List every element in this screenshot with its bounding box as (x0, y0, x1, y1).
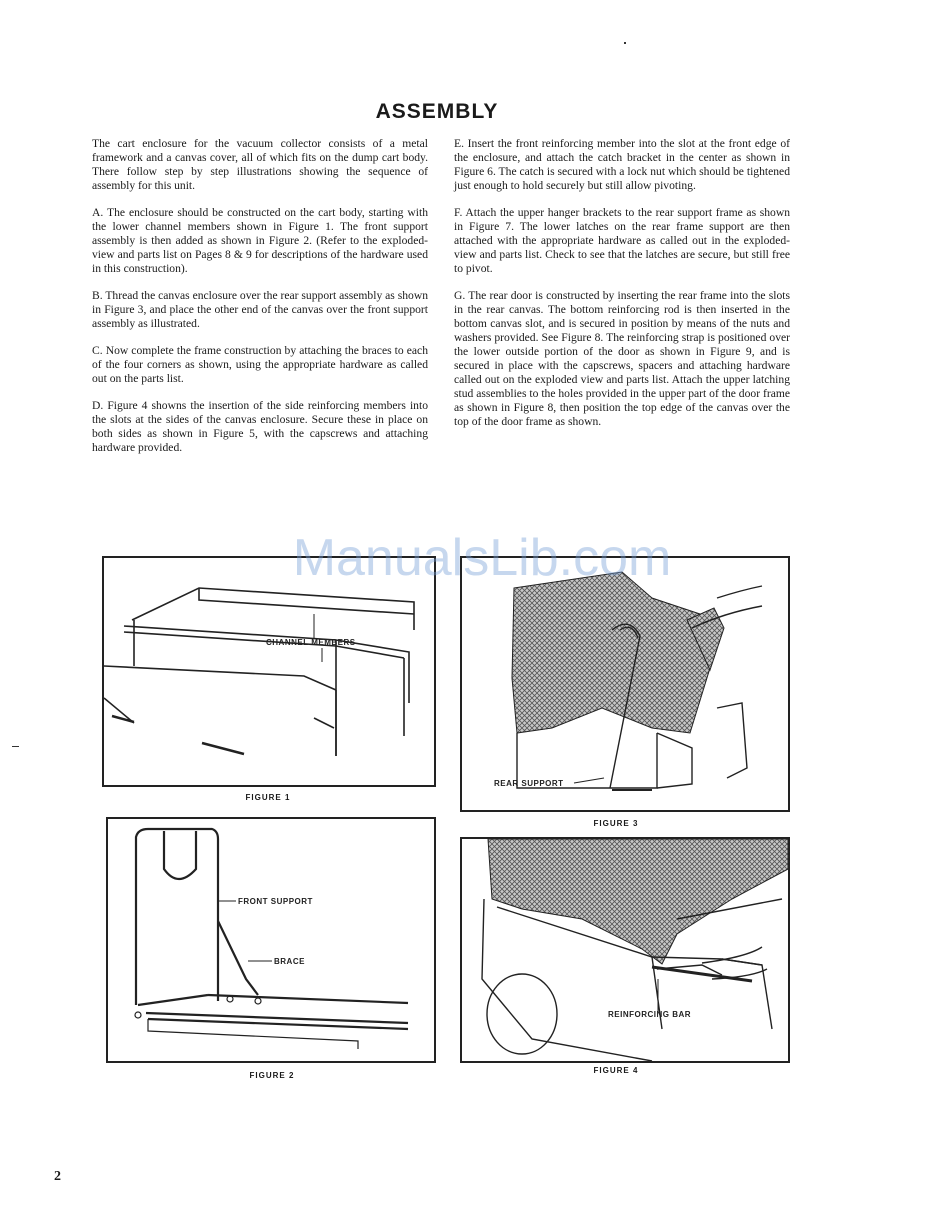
figure-1-image (102, 556, 436, 787)
step-a-paragraph: A. The enclosure should be constructed on the cart body, starting with the lower channel members shown in Figure 1. The front support assembly is then added as shown in Figure 2. (Refer to the exploded-view and parts list on Pages 8 & 9 for descriptions of the hardware used in this construction). (92, 206, 428, 275)
channel-members-callout: CHANNEL MEMBERS (266, 638, 356, 647)
step-f-paragraph: F. Attach the upper hanger brackets to the rear support frame as shown in Figure 7. The lower latches on the rear frame support are then attached with the appropriate hardware as called out in the exploded-view and parts list. Check to see that the latches are secure, but still free to pivot. (454, 206, 790, 275)
page-number: 2 (54, 1169, 61, 1184)
intro-paragraph: The cart enclosure for the vacuum collector consists of a metal framework and a canvas cover, all of which fits on the dump cart body. There follow step by step illustrations showing the sequence of assembly for this unit. (92, 137, 428, 192)
figure-4-caption: FIGURE 4 (593, 1066, 639, 1075)
figure-2-caption: FIGURE 2 (249, 1071, 295, 1080)
step-c-paragraph: C. Now complete the frame construction by attaching the braces to each of the four corners as shown, using the appropriate hardware as called out on the parts list. (92, 344, 428, 385)
left-text-column (92, 137, 428, 468)
step-d-paragraph: D. Figure 4 showns the insertion of the side reinforcing members into the slots at the sides of the canvas enclosure. Secure these in place on both sides as shown in Figure 5, with the capscrews and attaching hardware provided. (92, 399, 428, 454)
reinforcing-bar-callout: REINFORCING BAR (608, 1010, 692, 1019)
figure-3-caption: FIGURE 3 (593, 819, 639, 828)
watermark: ManualsLib.com (292, 529, 672, 587)
figure-2-image (106, 817, 436, 1063)
page-title: ASSEMBLY (375, 100, 499, 123)
figure-1-caption: FIGURE 1 (245, 793, 291, 802)
step-g-paragraph: G. The rear door is constructed by inserting the rear frame into the slots in the rear canvas. The bottom reinforcing rod is then inserted in the bottom canvas slot, and is secured in position by means of the nuts and washers provided. See Figure 8. The reinforcing strap is positioned over the lower outside portion of the door as shown in Figure 9, and is secured in place with the capscrews, spacers and attaching hardware called out on the exploded view and parts list. Attach the upper latching stud assemblies to the holes provided in the upper part of the door frame as shown in Figure 8, then position the top edge of the canvas over the top of the door frame as shown. (454, 289, 790, 428)
scan-speck (12, 746, 19, 747)
brace-callout: BRACE (274, 957, 305, 966)
right-text-column (454, 137, 790, 442)
front-support-callout: FRONT SUPPORT (238, 897, 313, 906)
scan-speck (624, 42, 626, 44)
step-e-paragraph: E. Insert the front reinforcing member into the slot at the front edge of the enclosure, and attach the catch bracket in the center as shown in Figure 6. The catch is secured with a lock nut which should be tightened just enough to hold securely but still allow pivoting. (454, 137, 790, 192)
step-b-paragraph: B. Thread the canvas enclosure over the rear support assembly as shown in Figure 3, and place the other end of the canvas over the front support assembly as illustrated. (92, 289, 428, 330)
figure-3-image (460, 556, 790, 812)
rear-support-callout: REAR SUPPORT (494, 779, 564, 788)
figure-4-image (460, 837, 790, 1063)
